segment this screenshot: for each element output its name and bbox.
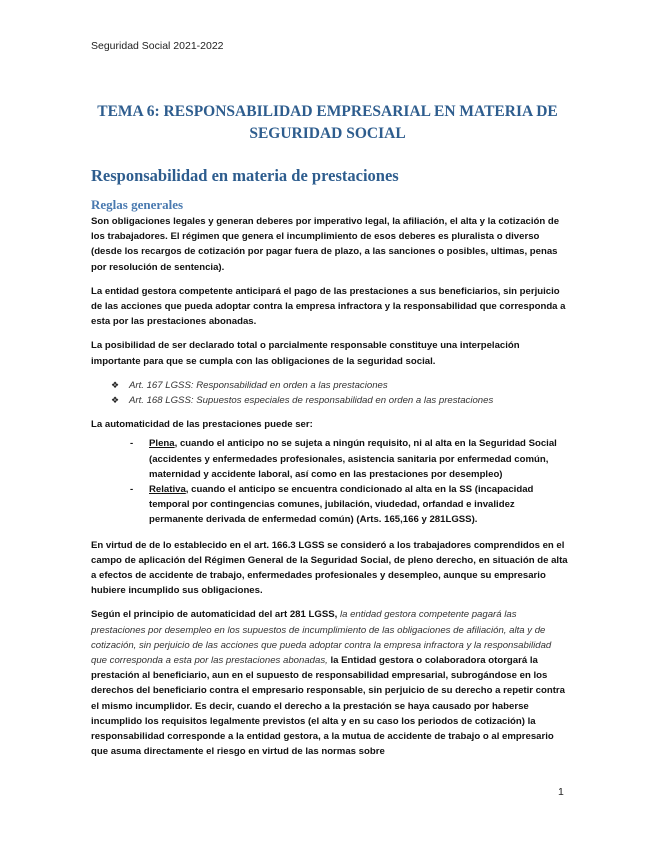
paragraph-art-281 — [91, 607, 569, 759]
paragraph-art-166: En virtud de de lo establecido en el art. 166.3 LGSS se consideró a los trabajadores comprendidos en el campo de aplicación del Régimen General de la Seguridad Social, de pleno derecho, en situación de alta a efectos de accidente de trabajo, enfermedades profesionales y desempleo, aunque su empresario hubiere incumplido sus obligaciones. — [91, 539, 568, 597]
document-body — [91, 214, 569, 769]
title-line-1: TEMA 6: RESPONSABILIDAD EMPRESARIAL EN MATERIA DE — [97, 103, 558, 120]
legal-reference-text: Art. 167 LGSS: Responsabilidad en orden a las prestaciones — [129, 379, 388, 391]
automaticidad-text: , cuando el anticipo se encuentra condicionado al alta en la SS (incapacidad temporal por contingencias comunes, jubilación, viudedad, orfandad e invalidez permanente derivada de enfermedad común) (Arts. 165,166 y 281LGSS). — [149, 484, 534, 526]
legal-references-list — [91, 378, 569, 408]
paragraph-art-281-rest: la Entidad gestora o colaboradora otorgará la prestación al beneficiario, aun en el supuesto de responsabilidad empresarial, subrogándose en los derechos del beneficiario contra el empresario responsable, sin perjuicio de su derecho a repetir contra el mismo incumplidor. Es decir, cuando el derecho a la prestación se haya causado por haberse incumplido los requisitos legalmente previstos (el alta y en su caso los periodos de cotización) la responsabilidad corresponde a la entidad gestora, a la mutua de accidente de trabajo o al empresario que asuma directamente el riesgo en virtud de las normas sobre — [91, 655, 565, 758]
legal-reference-item — [91, 393, 569, 408]
paragraph-obligaciones: Son obligaciones legales y generan deberes por imperativo legal, la afiliación, el alta y la cotización de los trabajadores. El régimen que genera el incumplimiento de esos deberes es pluralista o diverso (desde los recargos de cotización por pagar fuera de plazo, a las sanciones o posibles, ultimas, penas por resolución de sentencia). — [91, 216, 560, 273]
subsection-heading: Reglas generales — [91, 197, 184, 212]
automaticidad-text: , cuando el anticipo no se sujeta a ningún requisito, ni al alta en la Seguridad Social (accidentes y enfermedades profesionales, asistencia sanitaria por enfermedad común, maternidad y accidente laboral, así como en las prestaciones por desempleo) — [149, 438, 557, 480]
dash-bullet: - — [130, 484, 134, 496]
legal-reference-item — [91, 378, 569, 393]
automaticidad-term: Plena — [149, 438, 175, 450]
diamond-bullet-icon: ❖ — [111, 379, 120, 390]
paragraph-art-281-lead: Según el principio de automaticidad del art 281 LGSS, — [91, 609, 338, 621]
title-line-2: SEGURIDAD SOCIAL — [249, 125, 406, 142]
automaticidad-item-relativa — [91, 482, 569, 528]
automaticidad-item-plena — [91, 436, 569, 482]
legal-reference-text: Art. 168 LGSS: Supuestos especiales de responsabilidad en orden a las prestaciones — [129, 395, 494, 407]
paragraph-entidad-gestora: La entidad gestora competente anticipará el pago de las prestaciones a sus beneficiarios, sin perjuicio de las acciones que pueda adoptar contra la empresa infractora y la responsabilidad que corresponda a esta por las prestaciones abonadas. — [91, 285, 566, 328]
paragraph-art-281-quote: la entidad gestora competente pagará las prestaciones por desempleo en los supuestos de incumplimiento de las obligaciones de afiliación, alta y de cotización, sin perjuicio de las acciones que pueda adoptar contra la empresa infractora y la responsabilidad que corresponda a esta por las prestaciones abonadas, — [91, 609, 552, 667]
automaticidad-term: Relativa — [149, 484, 186, 496]
page-header: Seguridad Social 2021-2022 — [91, 40, 224, 52]
paragraph-automaticidad-intro: La automaticidad de las prestaciones puede ser: — [91, 419, 313, 431]
document-title — [60, 101, 595, 145]
automaticidad-list — [91, 436, 569, 527]
diamond-bullet-icon: ❖ — [111, 395, 120, 406]
dash-bullet: - — [130, 438, 134, 450]
paragraph-responsabilidad: La posibilidad de ser declarado total o parcialmente responsable constituye una interpelación importante para que se cumpla con las obligaciones de la seguridad social. — [91, 340, 520, 367]
page-number: 1 — [558, 786, 564, 798]
section-heading: Responsabilidad en materia de prestaciones — [91, 166, 399, 185]
